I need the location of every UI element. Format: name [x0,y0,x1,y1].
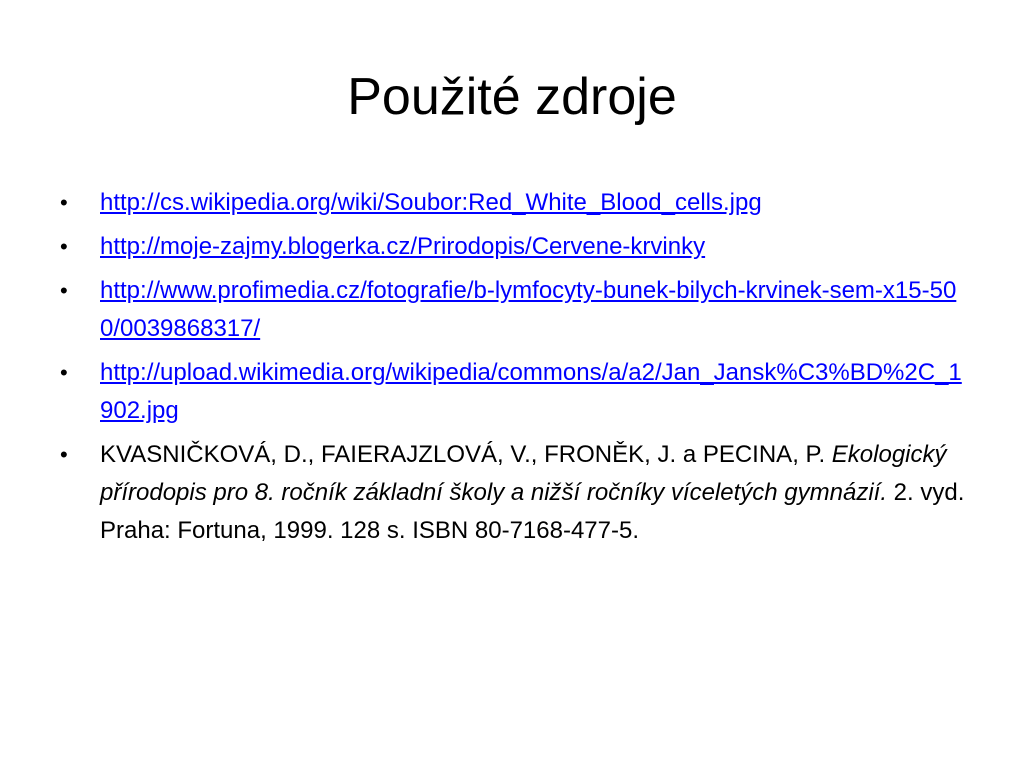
slide-title: Použité zdroje [347,68,677,126]
list-item [60,228,965,266]
source-link[interactable]: http://www.profimedia.cz/fotografie/b-lymfocyty-bunek-bilych-krvinek-sem-x15-500/0039868317/ [100,277,957,342]
source-link[interactable]: http://cs.wikipedia.org/wiki/Soubor:Red_White_Blood_cells.jpg [100,189,762,216]
list-item [60,272,965,348]
source-link[interactable]: http://upload.wikimedia.org/wikipedia/commons/a/a2/Jan_Jansk%C3%BD%2C_1902.jpg [100,359,962,424]
source-link[interactable]: http://moje-zajmy.blogerka.cz/Prirodopis/Cervene-krvinky [100,233,706,260]
list-item-citation [60,436,965,550]
bullet-icon: • [60,190,68,215]
bullet-icon: • [60,442,68,467]
bullet-icon: • [60,360,68,385]
citation-publication: 2. vyd. Praha: Fortuna, 1999. 128 s. ISBN 80-7168-477-5. [100,479,965,544]
list-item [60,354,965,430]
bullet-icon: • [60,234,68,259]
bullet-icon: • [60,278,68,303]
list-item [60,184,965,222]
citation-book-title: Ekologický přírodopis pro 8. ročník základní školy a nižší ročníky víceletých gymnázií. [100,441,947,506]
citation-authors: KVASNIČKOVÁ, D., FAIERAJZLOVÁ, V., FRONĚK, J. a PECINA, P. [100,441,832,468]
sources-list [60,184,965,556]
